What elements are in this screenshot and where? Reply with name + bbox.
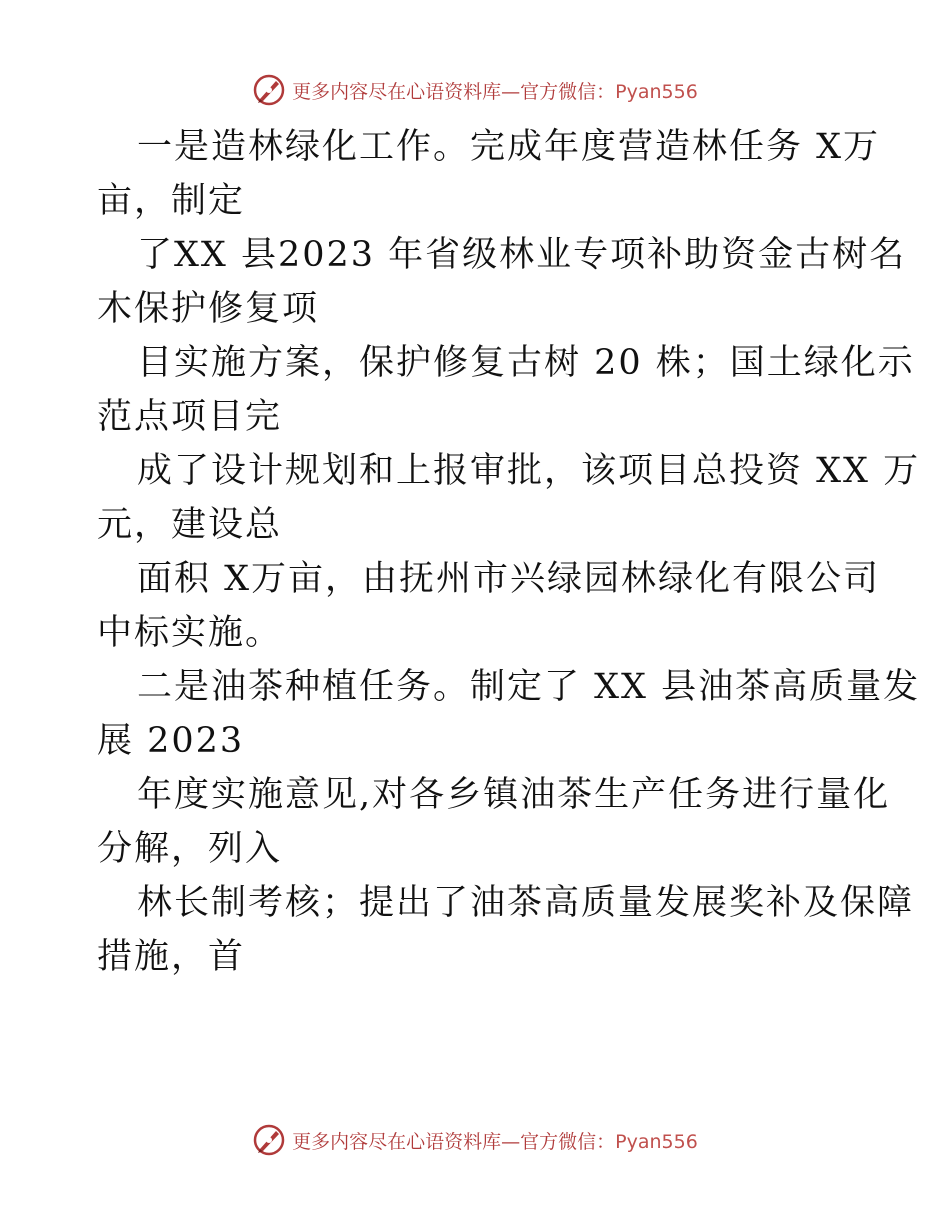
- wechat-id: Pyan556: [615, 1130, 698, 1153]
- text-line: 范点项目完: [97, 397, 283, 437]
- pen-quill-icon: [252, 1123, 286, 1157]
- footer-banner: [0, 1120, 950, 1160]
- footer-banner-text: 更多内容尽在心语资料库—官方微信：Pyan556: [292, 1130, 698, 1153]
- text-line: 木保护修复项: [97, 289, 320, 329]
- text-line: 了XX 县2023 年省级林业专项补助资金古树名: [137, 235, 907, 275]
- text-line: 林长制考核；提出了油茶高质量发展奖补及保障: [137, 883, 915, 923]
- text-line: 措施，首: [97, 937, 246, 977]
- text-line: 面积 X万亩，由抚州市兴绿园林绿化有限公司: [137, 559, 881, 599]
- text-line: 中标实施。: [97, 613, 283, 653]
- text-line: 一是造林绿化工作。完成年度营造林任务 X万: [137, 127, 881, 167]
- text-line: 元，建设总: [97, 505, 283, 545]
- text-line: 目实施方案，保护修复古树 20 株；国土绿化示: [137, 343, 915, 383]
- pen-quill-icon: [252, 73, 286, 107]
- header-banner: [0, 70, 950, 110]
- text-line: 成了设计规划和上报审批，该项目总投资 XX 万: [137, 451, 921, 491]
- text-line: 分解，列入: [97, 829, 283, 869]
- text-line: 亩，制定: [97, 181, 246, 221]
- wechat-id: Pyan556: [615, 80, 698, 103]
- header-banner-text: 更多内容尽在心语资料库—官方微信：Pyan556: [292, 80, 698, 103]
- text-line: 年度实施意见,对各乡镇油茶生产任务进行量化: [137, 775, 891, 815]
- text-line: 二是油茶种植任务。制定了 XX 县油茶高质量发: [137, 667, 921, 707]
- text-line: 展 2023: [97, 721, 245, 761]
- document-body: [97, 120, 921, 984]
